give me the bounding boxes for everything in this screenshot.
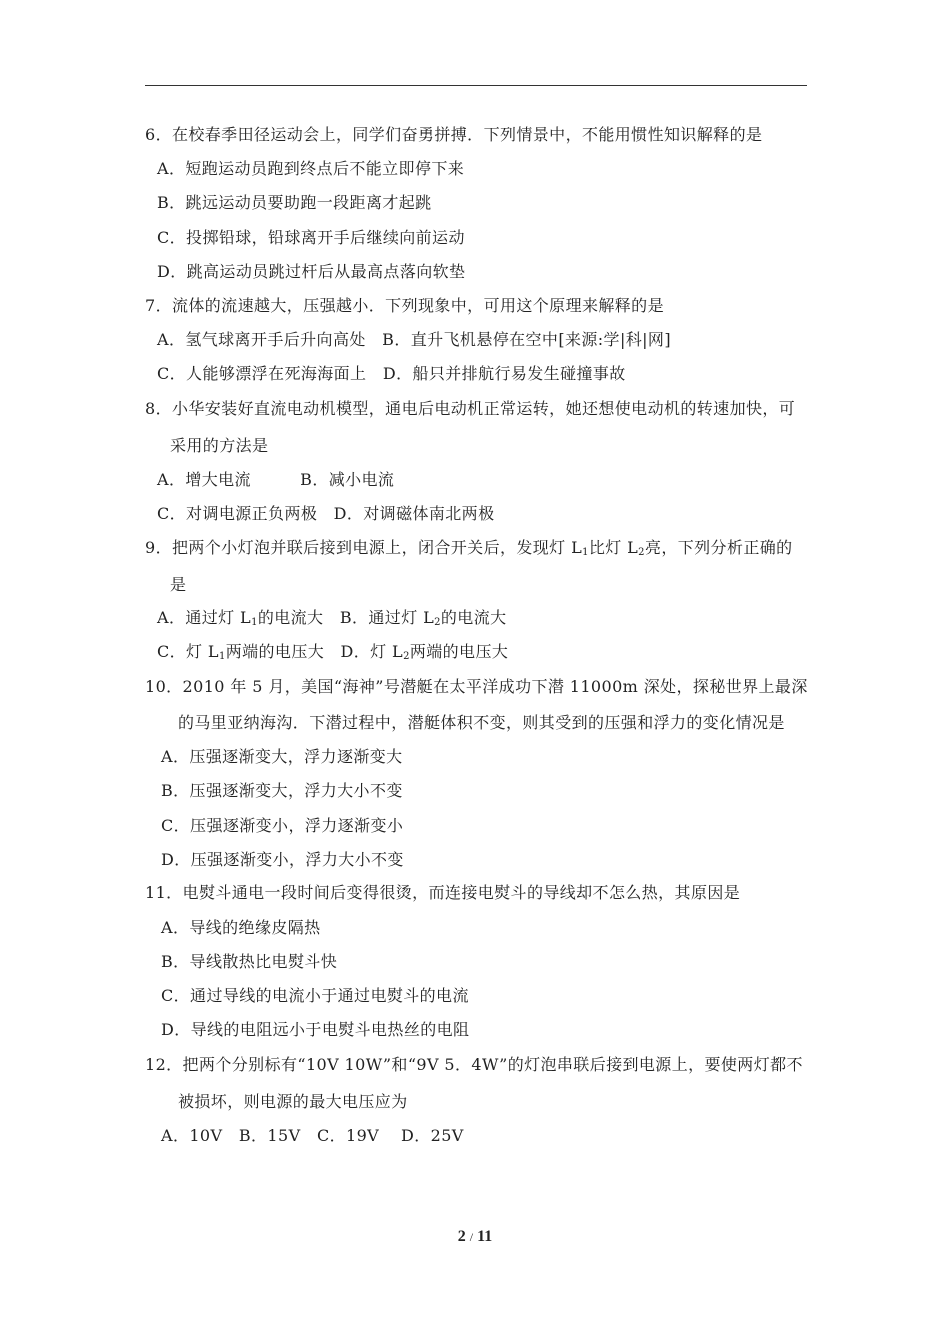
answer-options	[157, 228, 465, 248]
text-segment: A．通过灯 L	[157, 608, 252, 627]
answer-options	[157, 330, 671, 350]
text-segment: C．通过导线的电流小于通过电熨斗的电流	[161, 986, 469, 1005]
text-segment: A．10V B．15V C．19V D．25V	[161, 1126, 464, 1145]
answer-options	[157, 470, 394, 490]
answer-options	[157, 193, 432, 213]
text-segment: B．跳远运动员要助跑一段距离才起跳	[157, 193, 432, 212]
answer-options	[157, 364, 626, 384]
text-segment: B．压强逐渐变大，浮力大小不变	[161, 781, 403, 800]
question-stem	[145, 677, 808, 697]
text-segment: A．氢气球离开手后升向高处 B．直升飞机悬停在空中[来源:学|科|网]	[157, 330, 671, 349]
question-stem	[145, 538, 793, 558]
text-segment: 两端的电压大 D．灯 L	[225, 642, 404, 661]
subscript: 2	[638, 547, 645, 558]
page-separator: /	[469, 1230, 474, 1244]
question-stem	[145, 296, 664, 316]
answer-options	[157, 159, 464, 179]
text-segment: C．投掷铅球，铅球离开手后继续向前运动	[157, 228, 465, 247]
question-stem-continued	[178, 1092, 408, 1112]
text-segment: 的电流大	[440, 608, 507, 627]
page-number	[0, 1228, 950, 1246]
header-rule	[145, 85, 807, 86]
answer-options	[157, 504, 494, 524]
text-segment: 11．电熨斗通电一段时间后变得很烫，而连接电熨斗的导线却不怎么热，其原因是	[145, 883, 741, 902]
text-segment: B．导线散热比电熨斗快	[161, 952, 338, 971]
question-stem-continued	[178, 713, 785, 733]
text-segment: A．导线的绝缘皮隔热	[161, 918, 321, 937]
answer-options	[161, 850, 404, 870]
text-segment: 8．小华安装好直流电动机模型，通电后电动机正常运转，她还想使电动机的转速加快，可	[145, 399, 796, 418]
answer-options	[161, 816, 403, 836]
subscript: 1	[582, 547, 589, 558]
question-stem-continued	[170, 575, 186, 595]
text-segment: 被损坏，则电源的最大电压应为	[178, 1092, 408, 1111]
text-segment: 是	[170, 575, 187, 594]
text-segment: 10．2010 年 5 月，美国“海神”号潜艇在太平洋成功下潜 11000m 深处，探秘世界上最深	[145, 677, 808, 696]
text-segment: 两端的电压大	[409, 642, 509, 661]
text-segment: 比灯 L	[588, 538, 639, 557]
text-segment: 6．在校春季田径运动会上，同学们奋勇拼搏．下列情景中，不能用惯性知识解释的是	[145, 125, 763, 144]
text-segment: D．跳高运动员跳过杆后从最高点落向软垫	[157, 262, 466, 281]
answer-options	[161, 1126, 464, 1146]
text-segment: C．压强逐渐变小，浮力逐渐变小	[161, 816, 404, 835]
answer-options	[161, 986, 469, 1006]
text-segment: A．短跑运动员跑到终点后不能立即停下来	[157, 159, 465, 178]
text-segment: 亮，下列分析正确的	[644, 538, 793, 557]
question-stem	[145, 125, 762, 145]
page-total: 11	[477, 1228, 493, 1245]
answer-options	[161, 952, 337, 972]
subscript: 2	[434, 617, 441, 628]
text-segment: D．导线的电阻远小于电熨斗电热丝的电阻	[161, 1020, 470, 1039]
text-segment: 12．把两个分别标有“10V 10W”和“9V 5．4W”的灯泡串联后接到电源上，要使两灯都不	[145, 1055, 803, 1074]
answer-options	[161, 1020, 469, 1040]
text-segment: 7．流体的流速越大，压强越小．下列现象中，可用这个原理来解释的是	[145, 296, 664, 315]
question-stem	[145, 1055, 803, 1075]
text-segment: D．压强逐渐变小，浮力大小不变	[161, 850, 404, 869]
question-stem	[145, 883, 740, 903]
question-stem-continued	[170, 436, 268, 456]
text-segment: 采用的方法是	[170, 436, 269, 455]
text-segment: A．增大电流 B．减小电流	[157, 470, 395, 489]
answer-options	[161, 781, 403, 801]
text-segment: 的电流大 B．通过灯 L	[257, 608, 435, 627]
subscript: 1	[218, 651, 226, 662]
page-current: 2	[457, 1228, 466, 1245]
text-segment: C．灯 L	[157, 642, 219, 661]
answer-options	[157, 642, 508, 662]
answer-options	[161, 747, 403, 767]
text-segment: A．压强逐渐变大，浮力逐渐变大	[161, 747, 403, 766]
text-segment: C．对调电源正负两极 D．对调磁体南北两极	[157, 504, 495, 523]
answer-options	[161, 918, 321, 938]
question-stem	[145, 399, 795, 419]
subscript: 1	[251, 617, 258, 628]
subscript: 2	[403, 651, 410, 662]
answer-options	[157, 608, 507, 628]
text-segment: C．人能够漂浮在死海海面上 D．船只并排航行易发生碰撞事故	[157, 364, 626, 383]
text-segment: 的马里亚纳海沟．下潜过程中，潜艇体积不变，则其受到的压强和浮力的变化情况是	[178, 713, 785, 732]
text-segment: 9．把两个小灯泡并联后接到电源上，闭合开关后，发现灯 L	[145, 538, 583, 557]
answer-options	[157, 262, 465, 282]
